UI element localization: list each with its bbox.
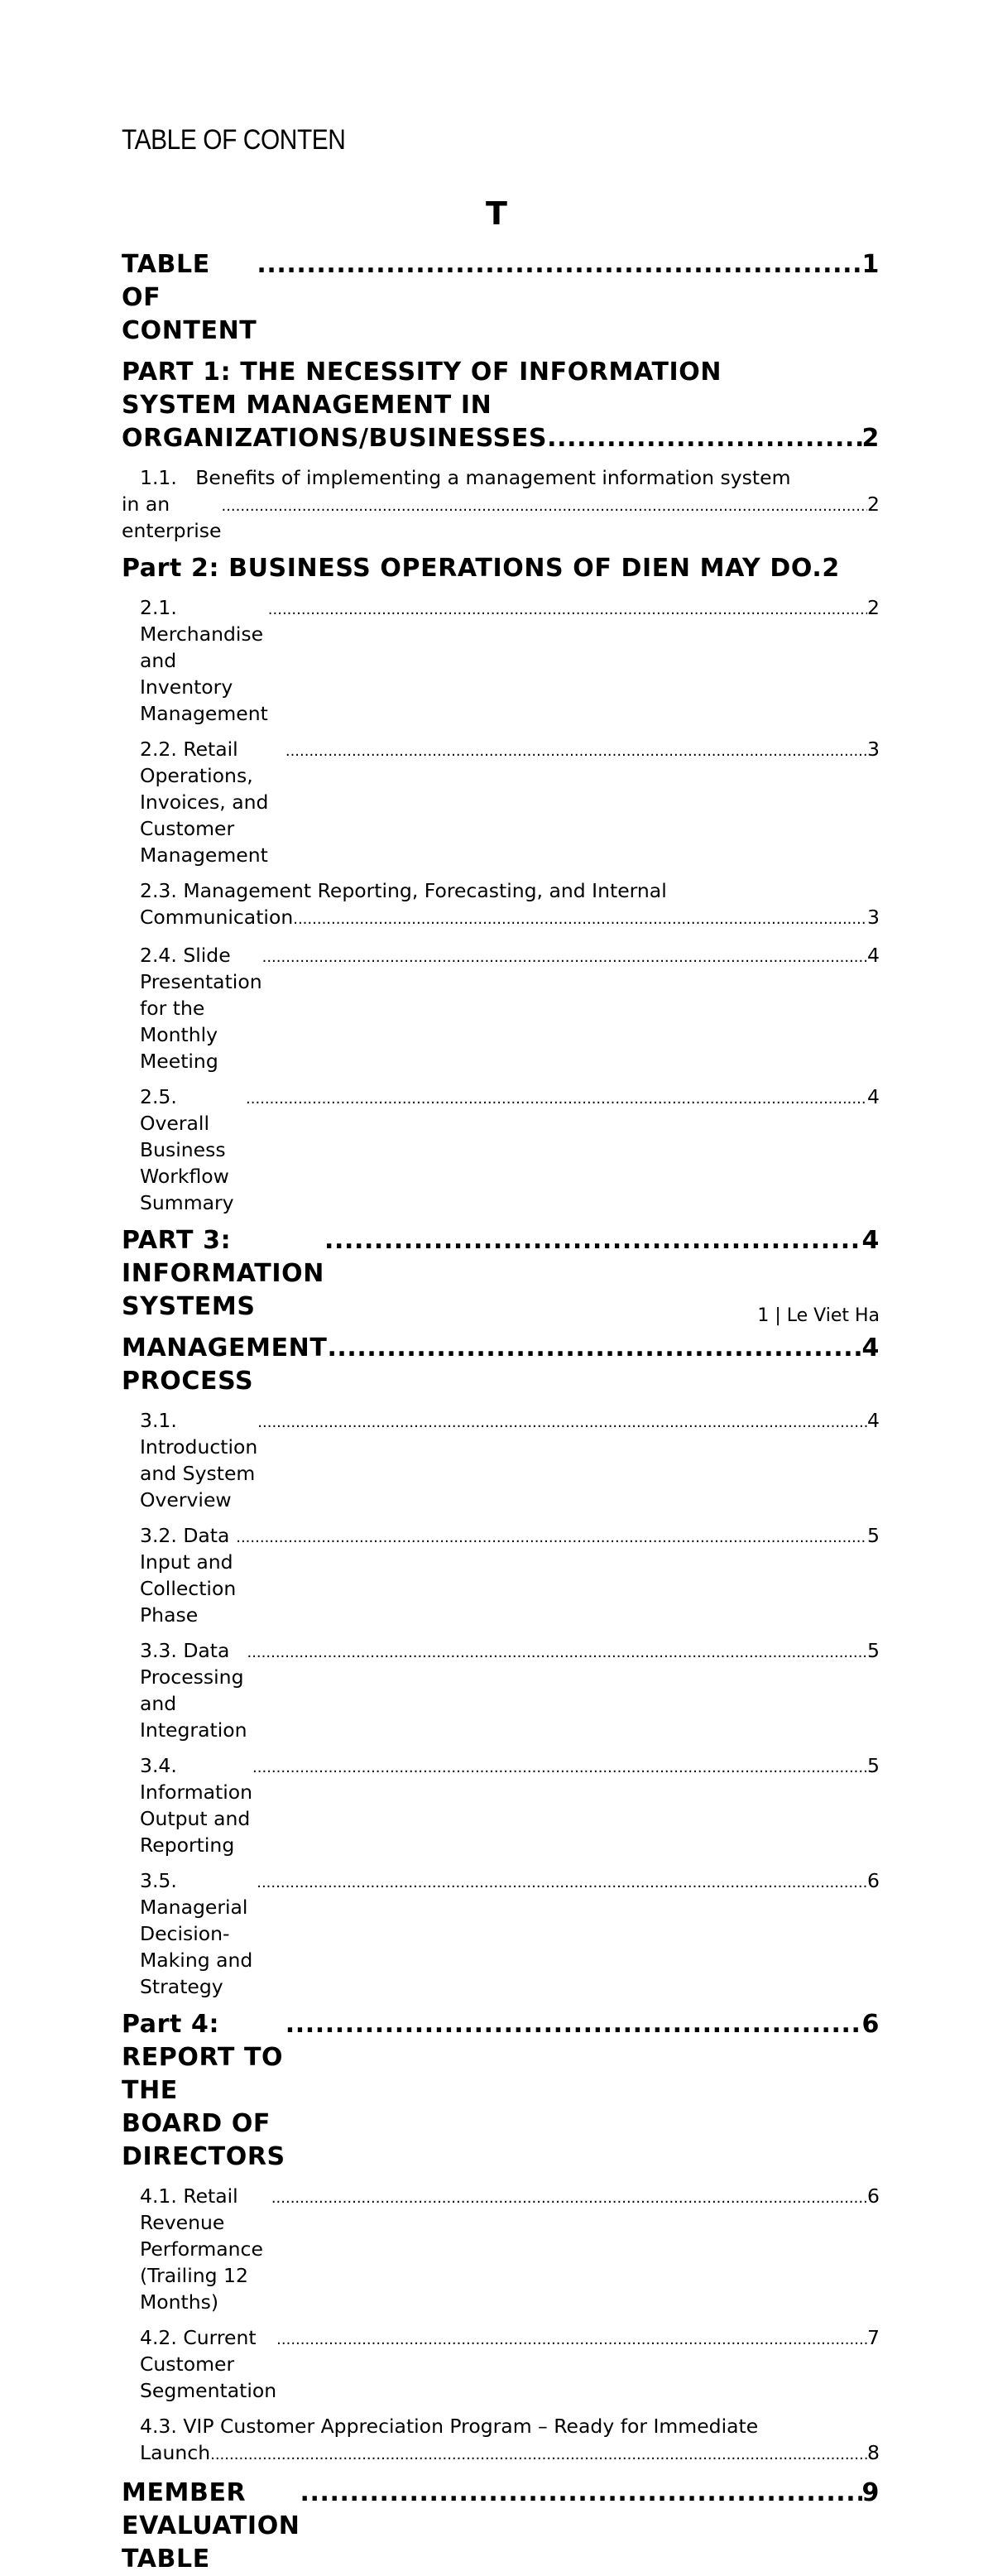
toc-entry-3-3[interactable] — [122, 1637, 880, 1743]
toc-page-number: 4 — [861, 1334, 880, 1362]
toc-leader-dots — [547, 422, 861, 455]
toc-entry-label: ORGANIZATIONS/BUSINESSES — [122, 424, 548, 453]
toc-entry-2-3[interactable] — [122, 877, 880, 933]
toc-leader-dots — [300, 2477, 862, 2510]
toc-page-number: 2 — [822, 554, 840, 583]
toc-entry-label: in an enterprise — [122, 493, 222, 542]
toc-entry-4-1[interactable] — [122, 2183, 880, 2315]
toc-entry-label: 2.1. Merchandise and Inventory Management — [140, 596, 268, 725]
toc-entry-label: 2.4. Slide Presentation for the Monthly Meeting — [140, 944, 262, 1073]
toc-leader-dots — [236, 1525, 867, 1551]
toc-entry-label: 3.5. Managerial Decision-Making and Strategy — [140, 1869, 253, 1998]
toc-page-number: 4 — [867, 944, 880, 967]
toc-leader-dots — [271, 2185, 867, 2212]
toc-entry-4-2[interactable] — [122, 2324, 880, 2404]
toc-leader-dots — [221, 493, 867, 520]
toc-page-number: 1 — [861, 250, 880, 279]
toc-page-number: 4 — [867, 1085, 880, 1108]
toc-entry-1-1[interactable] — [122, 464, 880, 544]
toc-entry-2-2[interactable] — [122, 736, 880, 868]
toc-entry-label: 4.1. Retail Revenue Performance (Trailing 12 Months) — [140, 2184, 263, 2314]
toc-entry-3-4[interactable] — [122, 1752, 880, 1858]
toc-page-number: 6 — [867, 1869, 880, 1892]
toc-entry-member-evaluation[interactable] — [122, 2477, 880, 2576]
toc-leader-dots — [257, 248, 861, 281]
toc-leader-dots — [285, 738, 867, 765]
toc-page-number: 8 — [867, 2441, 880, 2464]
toc-entry-label: Part 2: BUSINESS OPERATIONS OF DIEN MAY DO. — [122, 554, 823, 583]
toc-leader-dots — [246, 1086, 867, 1113]
toc-entry-label: MANAGEMENT PROCESS — [122, 1334, 328, 1396]
toc-entry-label-line: 4.3. VIP Customer Appreciation Program – Ready for Immediate — [140, 2415, 759, 2438]
toc-entry-label: MEMBER EVALUATION TABLE — [122, 2478, 300, 2574]
toc-entry-title[interactable] — [122, 248, 880, 348]
toc-entry-label: TABLE OF CONTENT — [122, 250, 257, 345]
toc-page-number: 3 — [867, 906, 880, 929]
toc-heading: TABLE OF CONTEN — [122, 124, 346, 156]
toc-entry-label: 3.1. Introduction and System Overview — [140, 1409, 258, 1511]
toc-page-number: 5 — [867, 1754, 880, 1777]
toc-entry-label: 3.4. Information Output and Reporting — [140, 1754, 253, 1857]
toc-leader-dots — [327, 1332, 861, 1365]
toc-leader-dots — [293, 906, 867, 933]
toc-entry-number: 1.1. — [140, 466, 177, 489]
toc-entry-label: 2.2. Retail Operations, Invoices, and Customer Management — [140, 738, 269, 867]
toc-leader-dots — [257, 1410, 867, 1436]
toc-page-number: 6 — [867, 2184, 880, 2208]
toc-page-number: 2 — [867, 493, 880, 516]
toc-leader-dots — [257, 1870, 867, 1896]
toc-page-number: 7 — [867, 2326, 880, 2349]
toc-entry-label-line — [140, 464, 880, 491]
toc-entry-2-1[interactable] — [122, 594, 880, 727]
toc-page-number: 2 — [861, 424, 880, 453]
toc-entry-label: 3.3. Data Processing and Integration — [140, 1639, 247, 1742]
toc-page-number: 3 — [867, 738, 880, 761]
toc-entry-part2[interactable] — [122, 552, 880, 585]
toc-entry-label-line: SYSTEM MANAGEMENT IN — [122, 391, 492, 420]
toc-heading-overflow: T — [486, 195, 507, 232]
toc-page-number: 5 — [867, 1639, 880, 1662]
toc-entry-label: Launch — [140, 2441, 211, 2464]
toc-leader-dots — [210, 2442, 867, 2468]
toc-entry-label: Communication — [140, 906, 294, 929]
toc-entry-label: Benefits of implementing a management information system — [195, 466, 791, 489]
toc-entry-label: Part 4: REPORT TO THE BOARD OF DIRECTORS — [122, 2010, 285, 2171]
toc-page-number: 2 — [867, 596, 880, 619]
toc-page-number: 4 — [861, 1226, 880, 1255]
toc-entry-2-4[interactable] — [122, 942, 880, 1074]
toc-entry-part1[interactable] — [122, 356, 880, 455]
toc-entry-label-line: 2.3. Management Reporting, Forecasting, and Internal — [140, 879, 667, 902]
toc-leader-dots — [276, 2327, 867, 2353]
toc-leader-dots — [324, 1224, 862, 1257]
toc-entry-2-5[interactable] — [122, 1084, 880, 1216]
toc-entry-3-5[interactable] — [122, 1867, 880, 2000]
toc-leader-dots — [247, 1640, 867, 1666]
toc-leader-dots — [252, 1755, 867, 1781]
table-of-contents — [122, 248, 880, 2576]
toc-entry-label-line: PART 1: THE NECESSITY OF INFORMATION — [122, 358, 722, 387]
toc-entry-label: 4.2. Current Customer Segmentation — [140, 2326, 277, 2402]
toc-page-number: 9 — [861, 2478, 880, 2507]
toc-entry-management-process[interactable] — [122, 1332, 880, 1398]
toc-entry-label: PART 3: INFORMATION SYSTEMS — [122, 1226, 324, 1321]
toc-page-number: 5 — [867, 1524, 880, 1547]
toc-entry-4-3[interactable] — [122, 2413, 880, 2468]
toc-entry-label: 3.2. Data Input and Collection Phase — [140, 1524, 237, 1627]
page-footer: 1 | Le Viet Ha — [757, 1305, 880, 1326]
toc-leader-dots — [268, 597, 867, 623]
toc-leader-dots — [285, 2008, 862, 2041]
toc-entry-3-1[interactable] — [122, 1407, 880, 1513]
toc-entry-3-2[interactable] — [122, 1522, 880, 1628]
toc-page-number: 6 — [861, 2010, 880, 2039]
toc-page-number: 4 — [867, 1409, 880, 1432]
toc-leader-dots — [262, 944, 867, 971]
toc-entry-part4[interactable] — [122, 2008, 880, 2174]
toc-entry-label: 2.5. Overall Business Workflow Summary — [140, 1085, 234, 1214]
